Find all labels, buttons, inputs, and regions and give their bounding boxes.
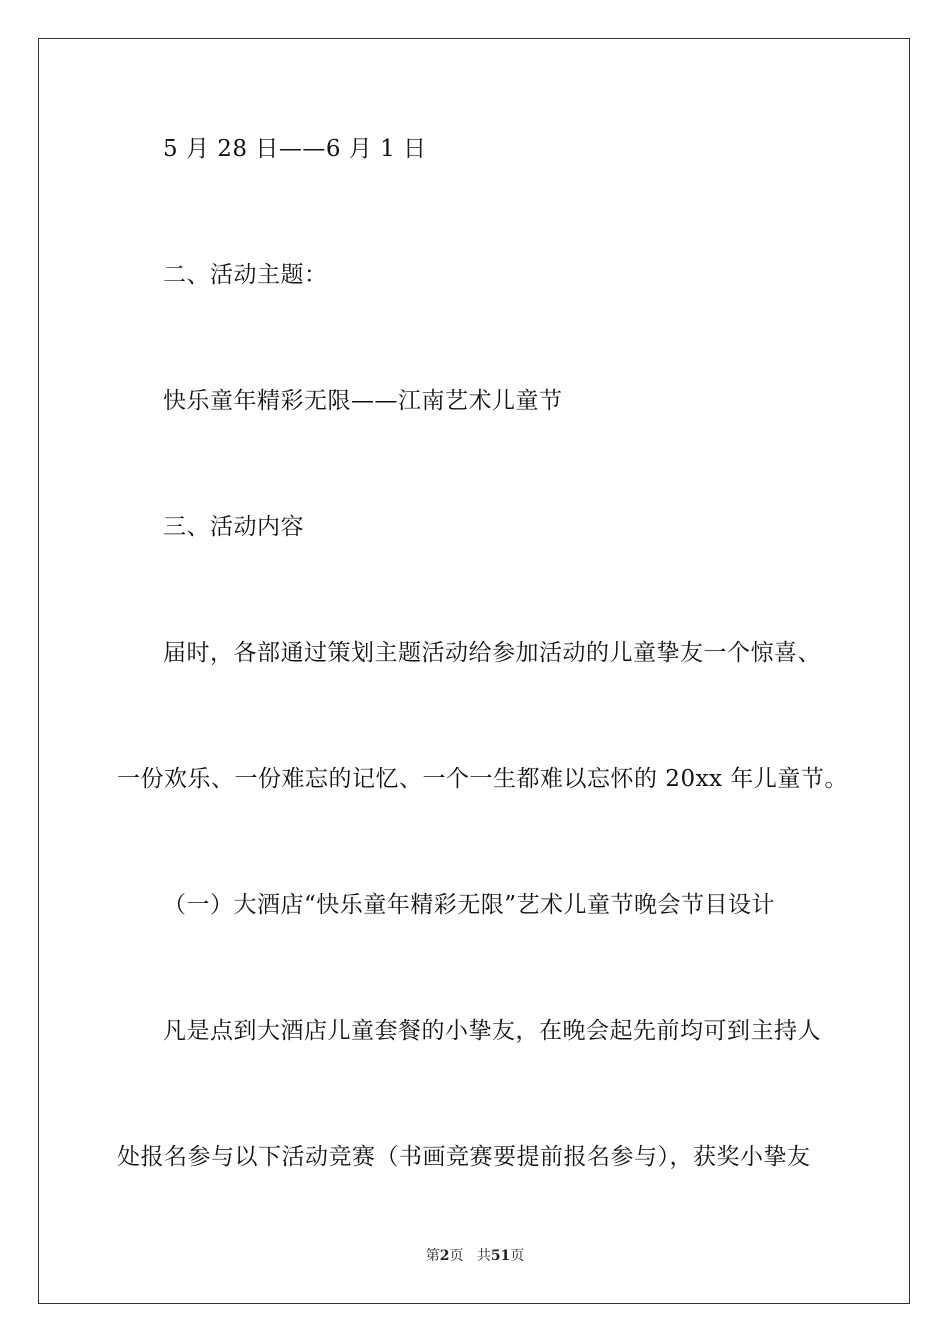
page-border <box>38 38 910 1304</box>
paragraph-line: 一份欢乐、一份难忘的记忆、一个一生都难以忘怀的 20xx 年儿童节。 <box>117 766 848 792</box>
footer-total-suffix: 页 <box>510 1248 525 1264</box>
section-heading-theme: 二、活动主题： <box>163 262 328 288</box>
footer-total-prefix: 共 <box>476 1248 491 1264</box>
date-range-line: 5 月 28 日——6 月 1 日 <box>163 136 427 162</box>
paragraph-line: 届时，各部通过策划主题活动给参加活动的儿童挚友一个惊喜、 <box>163 640 821 666</box>
footer-page-suffix: 页 <box>449 1248 464 1264</box>
theme-title-line: 快乐童年精彩无限——江南艺术儿童节 <box>163 388 563 414</box>
paragraph-line: 处报名参与以下活动竞赛（书画竞赛要提前报名参与），获奖小挚友 <box>117 1144 811 1170</box>
subsection-heading: （一）大酒店“快乐童年精彩无限”艺术儿童节晚会节目设计 <box>163 892 776 918</box>
footer-total-pages: 51 <box>490 1248 511 1264</box>
paragraph-line: 凡是点到大酒店儿童套餐的小挚友，在晚会起先前均可到主持人 <box>163 1018 821 1044</box>
footer-page-prefix: 第 <box>425 1248 440 1264</box>
footer-page-number: 2 <box>439 1248 450 1264</box>
section-heading-content: 三、活动内容 <box>163 514 304 540</box>
page-footer <box>0 1246 950 1266</box>
